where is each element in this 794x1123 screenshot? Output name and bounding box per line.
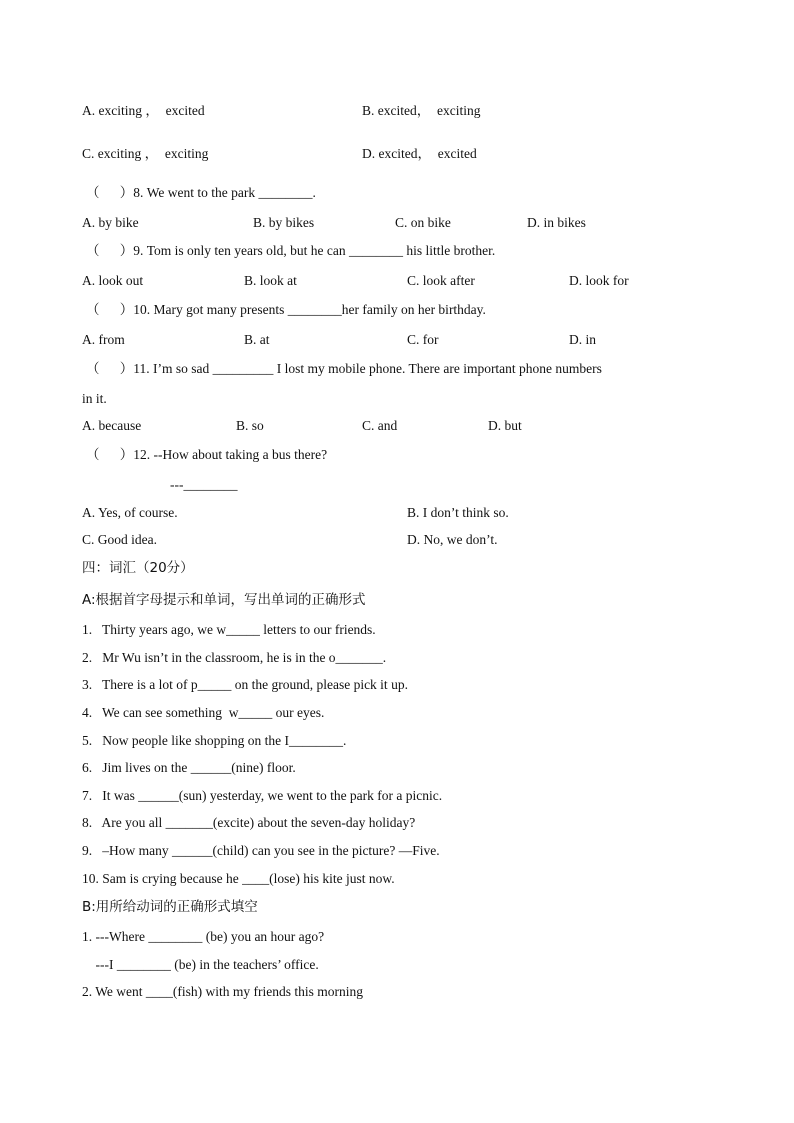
list-item: 2. Mr Wu isn’t in the classroom, he is in the o_______. bbox=[82, 650, 387, 665]
list-item: 2. We went ____(fish) with my friends this morning bbox=[82, 984, 364, 999]
option-c: C. exciting ， exciting bbox=[82, 146, 209, 161]
question-stem: （ ）12. --How about taking a bus there? bbox=[86, 447, 328, 462]
list-item: 1. ---Where ________ (be) you an hour ago? bbox=[82, 929, 325, 944]
option-d: D. excited， excited bbox=[362, 146, 477, 161]
option-a: A. exciting ， excited bbox=[82, 103, 205, 118]
option-b: B. so bbox=[236, 418, 264, 433]
list-item: 10. Sam is crying because he ____(lose) his kite just now. bbox=[82, 871, 395, 886]
option-d: D. No, we don’t. bbox=[407, 532, 498, 547]
option-d: D. in bbox=[569, 332, 596, 347]
option-d: D. in bikes bbox=[527, 215, 586, 230]
part-a-title: A:根据首字母提示和单词，写出单词的正确形式 bbox=[82, 592, 366, 608]
option-a: A. from bbox=[82, 332, 125, 347]
list-item: ---I ________ (be) in the teachers’ office. bbox=[82, 957, 319, 972]
option-c: C. for bbox=[407, 332, 439, 347]
section-title: 四：词汇（20分） bbox=[82, 560, 194, 576]
list-item: 8. Are you all _______(excite) about the seven-day holiday? bbox=[82, 815, 416, 830]
list-item: 5. Now people like shopping on the I________. bbox=[82, 733, 347, 748]
question-stem: （ ）10. Mary got many presents ________her family on her birthday. bbox=[86, 302, 486, 317]
option-c: C. Good idea. bbox=[82, 532, 157, 547]
option-d: D. but bbox=[488, 418, 522, 433]
question-stem: （ ）8. We went to the park ________. bbox=[86, 185, 316, 200]
option-b: B. look at bbox=[244, 273, 297, 288]
list-item: 7. It was ______(sun) yesterday, we went to the park for a picnic. bbox=[82, 788, 443, 803]
option-b: B. at bbox=[244, 332, 270, 347]
option-b: B. excited， exciting bbox=[362, 103, 481, 118]
list-item: 3. There is a lot of p_____ on the ground, please pick it up. bbox=[82, 677, 408, 692]
option-a: A. because bbox=[82, 418, 142, 433]
option-c: C. and bbox=[362, 418, 398, 433]
option-a: A. look out bbox=[82, 273, 144, 288]
option-c: C. on bike bbox=[395, 215, 451, 230]
list-item: 6. Jim lives on the ______(nine) floor. bbox=[82, 760, 296, 775]
part-b-title: B:用所给动词的正确形式填空 bbox=[82, 899, 258, 915]
option-d: D. look for bbox=[569, 273, 629, 288]
question-stem: （ ）11. I’m so sad _________ I lost my mobile phone. There are important phone numbers bbox=[86, 361, 602, 376]
question-stem-continuation: in it. bbox=[82, 391, 107, 406]
option-a: A. Yes, of course. bbox=[82, 505, 178, 520]
dialogue-reply: ---________ bbox=[170, 477, 238, 492]
list-item: 1. Thirty years ago, we w_____ letters to our friends. bbox=[82, 622, 376, 637]
option-b: B. I don’t think so. bbox=[407, 505, 509, 520]
question-stem: （ ）9. Tom is only ten years old, but he can ________ his little brother. bbox=[86, 243, 496, 258]
list-item: 9. –How many ______(child) can you see in the picture? —Five. bbox=[82, 843, 440, 858]
option-a: A. by bike bbox=[82, 215, 139, 230]
option-b: B. by bikes bbox=[253, 215, 315, 230]
option-c: C. look after bbox=[407, 273, 475, 288]
list-item: 4. We can see something w_____ our eyes. bbox=[82, 705, 325, 720]
